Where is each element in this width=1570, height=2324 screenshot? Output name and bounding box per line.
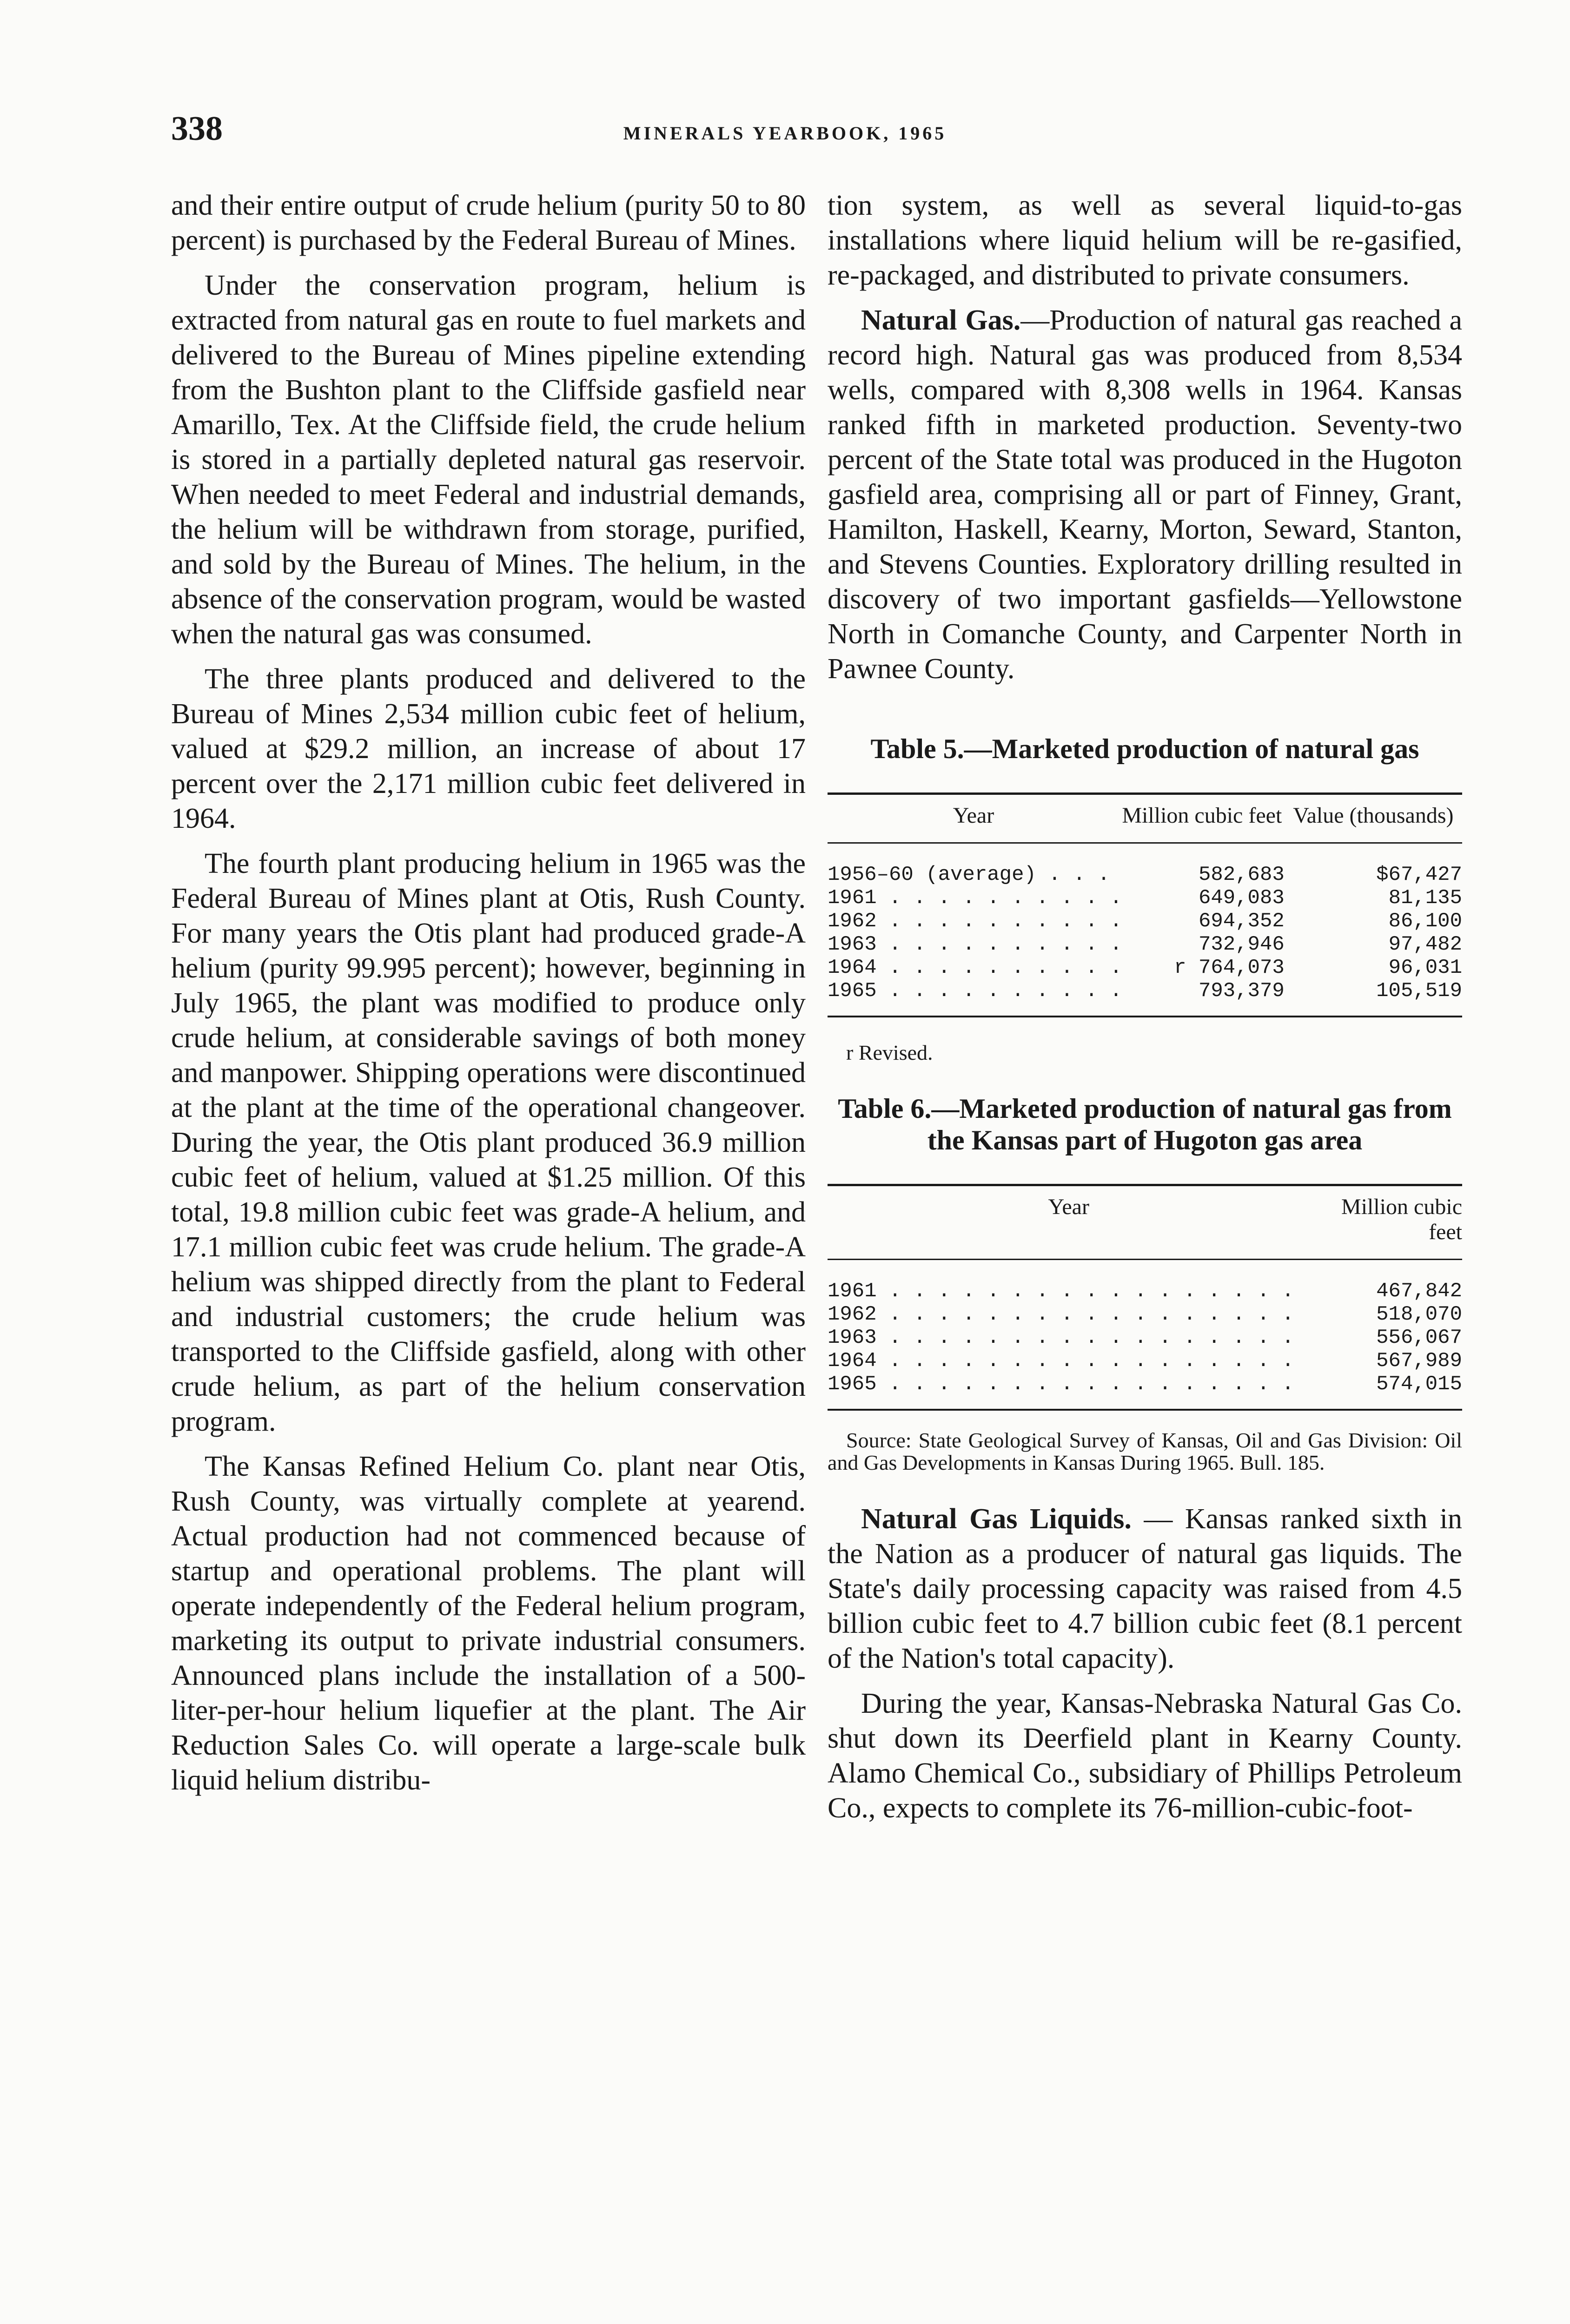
table-row: [828, 1326, 1462, 1349]
paragraph: During the year, Kansas-Nebraska Natural Gas Co. shut down its Deerfield plant in Kearny County. Alamo Chemical Co., subsidiary of Phillips Petroleum Co., expects to complete its 76-million-cubic-foot-: [828, 1688, 1462, 1824]
table-row: [828, 1303, 1462, 1326]
paragraph-text: —Production of natural gas reached a record high. Natural gas was produced from 8,534 wells, compared with 8,308 wells in 1964. Kansas ranked fifth in marketed production. Seventy-two percent of the State total was produced in the Hugoton gasfield area, comprising all or part of Finney, Grant, Hamilton, Haskell, Kearny, Morton, Seward, Stanton, and Stevens Counties. Exploratory drilling resulted in discovery of two important gasfields—Yellowstone North in Comanche County, and Carpenter North in Pawnee County.: [828, 304, 1463, 685]
paragraph: and their entire output of crude helium (purity 50 to 80 percent) is purchased by the Federal Bureau of Mines.: [171, 190, 806, 256]
table-caption: Table 6.—Marketed production of natural gas from the Kansas part of Hugoton gas area: [838, 1093, 1452, 1155]
table-cell: 81,135: [1388, 886, 1462, 910]
table-cell: 582,683: [1198, 863, 1285, 886]
column-header: Million cubic feet: [1310, 1185, 1462, 1260]
table-cell: 732,946: [1198, 933, 1285, 956]
table-cell: 518,070: [1376, 1303, 1462, 1326]
table-footnote: r Revised.: [846, 1041, 933, 1064]
table-cell-year: 1962 . . .: [828, 1303, 1310, 1326]
table-cell: r 764,073: [1174, 956, 1285, 979]
table-cell: 96,031: [1388, 956, 1462, 979]
paragraph: tion system, as well as several liquid-to-gas installations where liquid helium will be re-gasified, re-packaged, and distributed to private consumers.: [828, 190, 1462, 291]
table-cell: 694,352: [1198, 910, 1285, 933]
table-row: [828, 1260, 1462, 1303]
table-cell-year: 1956–60 (average) . . .: [828, 843, 1120, 887]
table-row: [828, 910, 1462, 933]
column-header: Year: [828, 794, 1120, 843]
table-row: [828, 956, 1462, 979]
table-cell-year: 1964 . . .: [828, 1349, 1310, 1373]
paragraph-text: — Kansas ranked sixth in the Nation as a producer of natural gas liquids. The State's daily processing capacity was raised from 4.5 billion cubic feet to 4.7 billion cubic feet (8.1 percent of the Nation's total capacity).: [828, 1503, 1462, 1674]
table-cell: $67,427: [1376, 863, 1462, 886]
right-column: [828, 188, 1462, 1836]
table-cell-year: 1963 . . .: [828, 933, 1120, 956]
table-cell-year: 1961 . . .: [828, 1260, 1310, 1303]
table-row: [828, 1373, 1462, 1410]
section-heading: Natural Gas.: [861, 304, 1021, 336]
table-cell: 649,083: [1198, 886, 1285, 910]
table-caption: Table 5.—Marketed production of natural gas: [870, 733, 1419, 764]
paragraph-natural-gas-liquids: [828, 1502, 1462, 1676]
table-source-note: Source: State Geological Survey of Kansas, Oil and Gas Division: Oil and Gas Developments in Kansas During 1965. Bull. 185.: [828, 1428, 1462, 1474]
table-cell-year: 1961 . . .: [828, 886, 1120, 910]
running-head: MINERALS YEARBOOK, 1965: [623, 123, 947, 144]
table-row: [828, 933, 1462, 956]
table-cell: 793,379: [1120, 979, 1285, 1017]
paragraph: The Kansas Refined Helium Co. plant near Otis, Rush County, was virtually complete at yearend. Actual production had not commenced because of startup and operational problems. The plant will operate independently of the Federal helium program, marketing its output to private industrial consumers. Announced plans include the installation of a 500-liter-per-hour helium liquefier at the plant. The Air Reduction Sales Co. will operate a large-scale bulk liquid helium distribu-: [171, 1451, 806, 1796]
table-cell-year: 1965 . . .: [828, 979, 1120, 1017]
table-cell-year: 1964 . . .: [828, 956, 1120, 979]
page-number: 338: [171, 110, 223, 148]
table-header-row: [828, 794, 1462, 843]
left-column: [171, 188, 806, 1808]
table-cell: 567,989: [1376, 1349, 1462, 1373]
table-cell-year: 1965 . . .: [828, 1373, 1310, 1410]
table-cell: 97,482: [1388, 933, 1462, 956]
table-cell-year: 1962 . . .: [828, 910, 1120, 933]
table-row: [828, 1349, 1462, 1373]
page-header: [0, 109, 1570, 160]
column-header: Year: [828, 1185, 1310, 1260]
table-row: [828, 886, 1462, 910]
table-cell: 467,842: [1376, 1280, 1462, 1303]
table-cell: 105,519: [1285, 979, 1462, 1017]
table-cell: 556,067: [1376, 1326, 1462, 1349]
table-5: [828, 792, 1462, 1017]
column-header: Million cubic feet: [1120, 794, 1285, 843]
table-row: [828, 843, 1462, 887]
table-cell: 574,015: [1310, 1373, 1462, 1410]
section-heading: Natural Gas Liquids.: [861, 1503, 1132, 1535]
table-6: [828, 1184, 1462, 1411]
paragraph-natural-gas: [828, 303, 1462, 687]
table-row: [828, 979, 1462, 1017]
paragraph: The fourth plant producing helium in 1965 was the Federal Bureau of Mines plant at Otis, Rush County. For many years the Otis plant had produced grade-A helium (purity 99.995 percent); however, beginning in July 1965, the plant was modified to produce only crude helium, at considerable savings of both money and manpower. Shipping operations were discontinued at the plant at the time of the operational changeover. During the year, the Otis plant produced 36.9 million cubic feet of helium, valued at $1.25 million. Of this total, 19.8 million cubic feet was grade-A helium, and 17.1 million cubic feet was crude helium. The grade-A helium was shipped directly from the plant to Federal and industrial customers; the crude helium was transported to the Cliffside gasfield, along with other crude helium, as part of the helium conservation program.: [171, 848, 806, 1437]
paragraph: Under the conservation program, helium is extracted from natural gas en route to fuel markets and delivered to the Bureau of Mines pipeline extending from the Bushton plant to the Cliffside gasfield near Amarillo, Tex. At the Cliffside field, the crude helium is stored in a partially depleted natural gas reservoir. When needed to meet Federal and industrial demands, the helium will be withdrawn from storage, purified, and sold by the Bureau of Mines. The helium, in the absence of the conservation program, would be wasted when the natural gas was consumed.: [171, 270, 806, 650]
column-header: Value (thousands): [1285, 794, 1462, 843]
table-cell: 86,100: [1388, 910, 1462, 933]
table-cell-year: 1963 . . .: [828, 1326, 1310, 1349]
paragraph: The three plants produced and delivered to the Bureau of Mines 2,534 million cubic feet of helium, valued at $29.2 million, an increase of about 17 percent over the 2,171 million cubic feet delivered in 1964.: [171, 663, 806, 834]
table-header-row: [828, 1185, 1462, 1260]
